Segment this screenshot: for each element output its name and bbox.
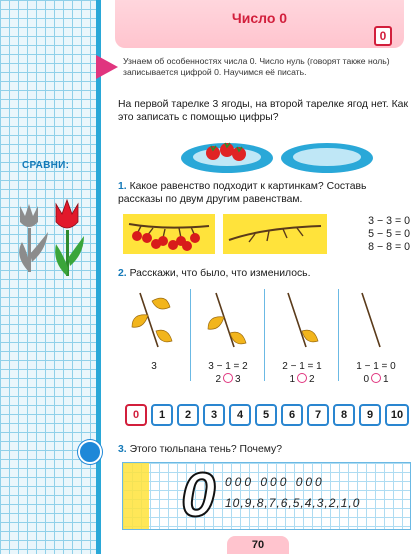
compare-circle[interactable] — [371, 373, 381, 383]
task-1-text: Какое равенство подходит к картинкам? Составь рассказы по двум другим равенствам. — [118, 181, 367, 205]
equation-item: 3 − 3 = 0 — [368, 215, 410, 227]
equations-list — [340, 215, 410, 254]
main-content — [107, 0, 413, 554]
berry-branch-card — [123, 214, 215, 254]
task-2-number: 2. — [118, 268, 127, 279]
berry-branch-icon — [123, 214, 215, 254]
panel-caption-2: 3 − 1 = 2 2 3 — [208, 361, 248, 385]
writing-row-countdown: 10,9,8,7,6,5,4,3,2,1,0 — [225, 496, 361, 510]
task-3-text: Этого тюльпана тень? Почему? — [129, 444, 282, 455]
grey-tulip-icon — [19, 204, 48, 272]
page-number: 70 — [227, 536, 289, 554]
plate-with-berries-icon — [181, 143, 273, 173]
number-box-0[interactable]: 0 — [125, 404, 147, 426]
number-line — [125, 404, 410, 426]
problem-text: На первой тарелке 3 ягоды, на второй тарелке ягод нет. Как это записать с помощью цифры? — [118, 99, 408, 123]
number-box-5[interactable]: 5 — [255, 404, 277, 426]
compare-circle[interactable] — [297, 373, 307, 383]
bare-branch-card — [223, 214, 327, 254]
title-bar — [115, 0, 404, 48]
bare-branch-icon — [223, 214, 327, 254]
task-3 — [118, 444, 282, 455]
number-box-4[interactable]: 4 — [229, 404, 251, 426]
number-box-10[interactable]: 10 — [385, 404, 409, 426]
number-box-3[interactable]: 3 — [203, 404, 225, 426]
red-tulip-icon — [55, 200, 84, 276]
left-margin-grid — [0, 0, 101, 554]
compare-label: СРАВНИ: — [22, 160, 70, 171]
equation-item: 8 − 8 = 0 — [368, 241, 410, 253]
branch-bare-icon — [362, 293, 380, 347]
empty-plate-icon — [281, 143, 373, 173]
plates-illustration — [177, 138, 377, 176]
leaf-branches-illustration — [118, 287, 410, 367]
number-box-6[interactable]: 6 — [281, 404, 303, 426]
writing-margin-highlight — [123, 463, 149, 529]
navigation-grid-icon[interactable] — [78, 440, 102, 464]
pointer-triangle-icon — [96, 55, 118, 79]
task-2-text: Расскажи, что было, что изменилось. — [129, 268, 311, 279]
lesson-number-badge: 0 — [374, 26, 392, 46]
number-box-9[interactable]: 9 — [359, 404, 381, 426]
lesson-intro: Узнаем об особенностях числа 0. Число нуль (говорят также ноль) записывается цифрой 0. Научимся её писать. — [123, 56, 390, 77]
task-1 — [118, 180, 408, 206]
number-box-7[interactable]: 7 — [307, 404, 329, 426]
number-box-1[interactable]: 1 — [151, 404, 173, 426]
page-title: Число 0 — [231, 10, 288, 26]
task-3-number: 3. — [118, 444, 127, 455]
branch-one-leaf-icon — [288, 293, 318, 347]
branch-two-leaves-icon — [208, 293, 246, 347]
equation-item: 5 − 5 = 0 — [368, 228, 410, 240]
panel-caption-3: 2 − 1 = 1 1 2 — [282, 361, 322, 385]
compare-circle[interactable] — [223, 373, 233, 383]
number-box-2[interactable]: 2 — [177, 404, 199, 426]
writing-practice-grid[interactable] — [122, 462, 411, 530]
panel-caption-4: 1 − 1 = 0 0 1 — [356, 361, 396, 385]
number-box-8[interactable]: 8 — [333, 404, 355, 426]
big-digit-sample: 0 — [181, 461, 216, 530]
task-1-number: 1. — [118, 181, 127, 192]
panel-caption-1: 3 — [151, 361, 157, 372]
writing-row-zeros: 000 000 000 — [225, 475, 325, 489]
branch-three-leaves-icon — [132, 293, 172, 347]
tulip-shadow-comparison — [12, 192, 92, 282]
task-2 — [118, 268, 310, 279]
